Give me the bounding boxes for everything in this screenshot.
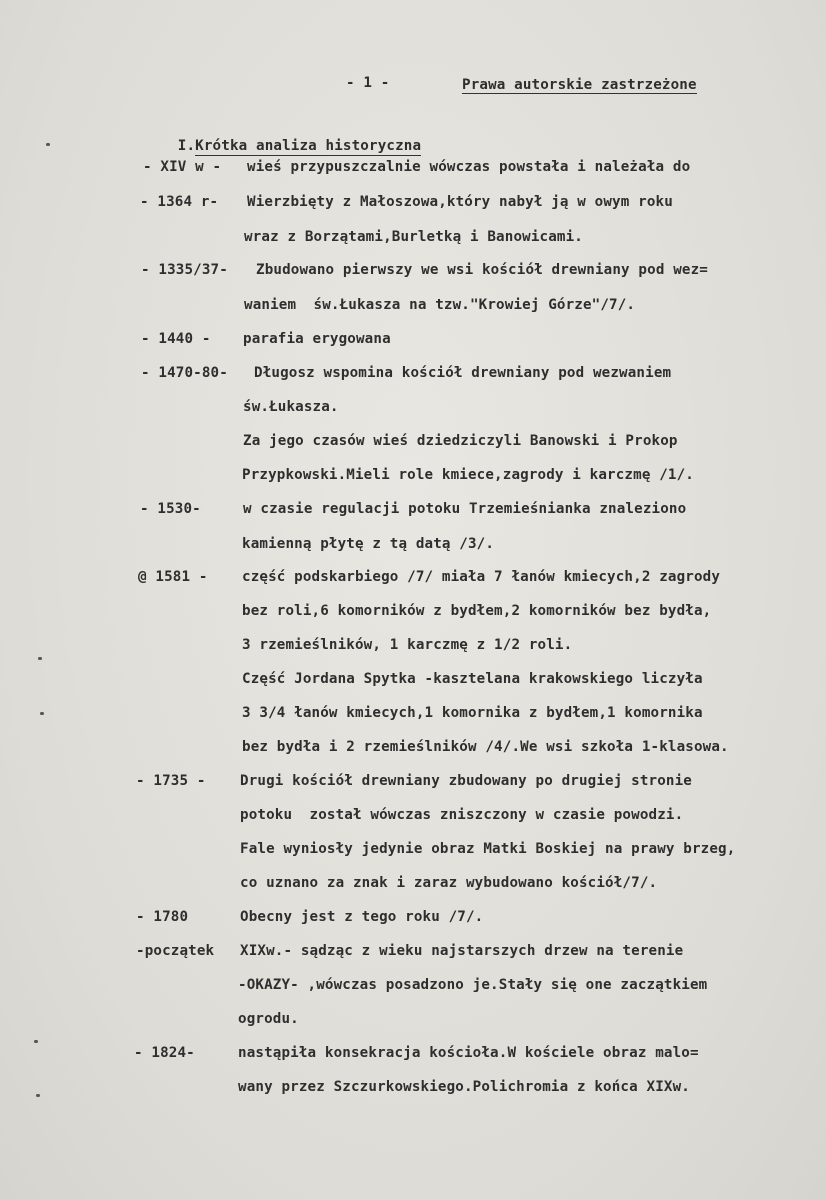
entry-text: Długosz wspomina kościół drewniany pod wezwaniem: [254, 365, 672, 381]
section-number: I.: [177, 138, 196, 155]
entry-text: XIXw.- sądząc z wieku najstarszych drzew na terenie: [240, 943, 684, 959]
entry-text: waniem św.Łukasza na tzw."Krowiej Górze"/7/.: [244, 297, 636, 313]
section-title: Krótka analiza historyczna: [195, 138, 422, 155]
entry-label: - 1824-: [134, 1045, 195, 1061]
entry-text: Za jego czasów wieś dziedziczyli Banowski i Prokop: [243, 433, 678, 449]
entry-label: - 1335/37-: [141, 262, 228, 278]
entry-label: - 1440 -: [141, 331, 211, 347]
margin-mark: [38, 657, 42, 660]
entry-text: -OKAZY- ,wówczas posadzono je.Stały się one zaczątkiem: [238, 977, 708, 993]
entry-text: 3 3/4 łanów kmiecych,1 komornika z bydłem,1 komornika: [242, 705, 703, 721]
entry-text: Część Jordana Spytka -kasztelana krakowskiego liczyła: [242, 671, 703, 687]
margin-mark: [40, 712, 44, 715]
entry-text: 3 rzemieślników, 1 karczmę z 1/2 roli.: [242, 637, 573, 653]
entry-label: - 1780: [136, 909, 189, 925]
entry-text: św.Łukasza.: [243, 399, 339, 415]
margin-mark: [36, 1094, 40, 1097]
entry-text: Fale wyniosły jedynie obraz Matki Boskiej na prawy brzeg,: [240, 841, 736, 857]
entry-text: w czasie regulacji potoku Trzemieśnianka znaleziono: [243, 501, 687, 517]
entry-text: nastąpiła konsekracja kościoła.W kościele obraz malo=: [238, 1045, 699, 1061]
entry-text: kamienną płytę z tą datą /3/.: [242, 536, 495, 552]
entry-text: Zbudowano pierwszy we wsi kościół drewniany pod wez=: [256, 262, 708, 278]
entry-text: potoku został wówczas zniszczony w czasie powodzi.: [240, 807, 684, 823]
entry-text: co uznano za znak i zaraz wybudowano kościół/7/.: [240, 875, 658, 891]
margin-mark: [34, 1040, 38, 1043]
entry-text: wieś przypuszczalnie wówczas powstała i należała do: [247, 159, 691, 175]
entry-text: Przypkowski.Mieli role kmiece,zagrody i karczmę /1/.: [242, 467, 694, 483]
entry-text: Obecny jest z tego roku /7/.: [240, 909, 484, 925]
entry-text: bez bydła i 2 rzemieślników /4/.We wsi szkoła 1-klasowa.: [242, 739, 729, 755]
entry-label: - XIV w -: [143, 159, 222, 175]
entry-text: ogrodu.: [238, 1011, 299, 1027]
entry-text: wraz z Borzątami,Burletką i Banowicami.: [244, 229, 583, 245]
entry-text: Drugi kościół drewniany zbudowany po drugiej stronie: [240, 773, 692, 789]
entry-label: - 1735 -: [136, 773, 206, 789]
page-number: - 1 -: [346, 75, 390, 91]
entry-text: wany przez Szczurkowskiego.Polichromia z końca XIXw.: [238, 1079, 690, 1095]
margin-mark: [46, 143, 50, 146]
copyright-notice: Prawa autorskie zastrzeżone: [462, 77, 697, 93]
entry-text: bez roli,6 komorników z bydłem,2 komorników bez bydła,: [242, 603, 712, 619]
entry-text: parafia erygowana: [243, 331, 391, 347]
entry-label: - 1364 r-: [140, 194, 219, 210]
entry-text: Wierzbięty z Małoszowa,który nabył ją w owym roku: [247, 194, 673, 210]
entry-label: @ 1581 -: [138, 569, 208, 585]
entry-text: część podskarbiego /7/ miała 7 łanów kmiecych,2 zagrody: [242, 569, 721, 585]
entry-label: - 1530-: [140, 501, 201, 517]
entry-label: -początek: [136, 943, 215, 959]
entry-label: - 1470-80-: [141, 365, 228, 381]
